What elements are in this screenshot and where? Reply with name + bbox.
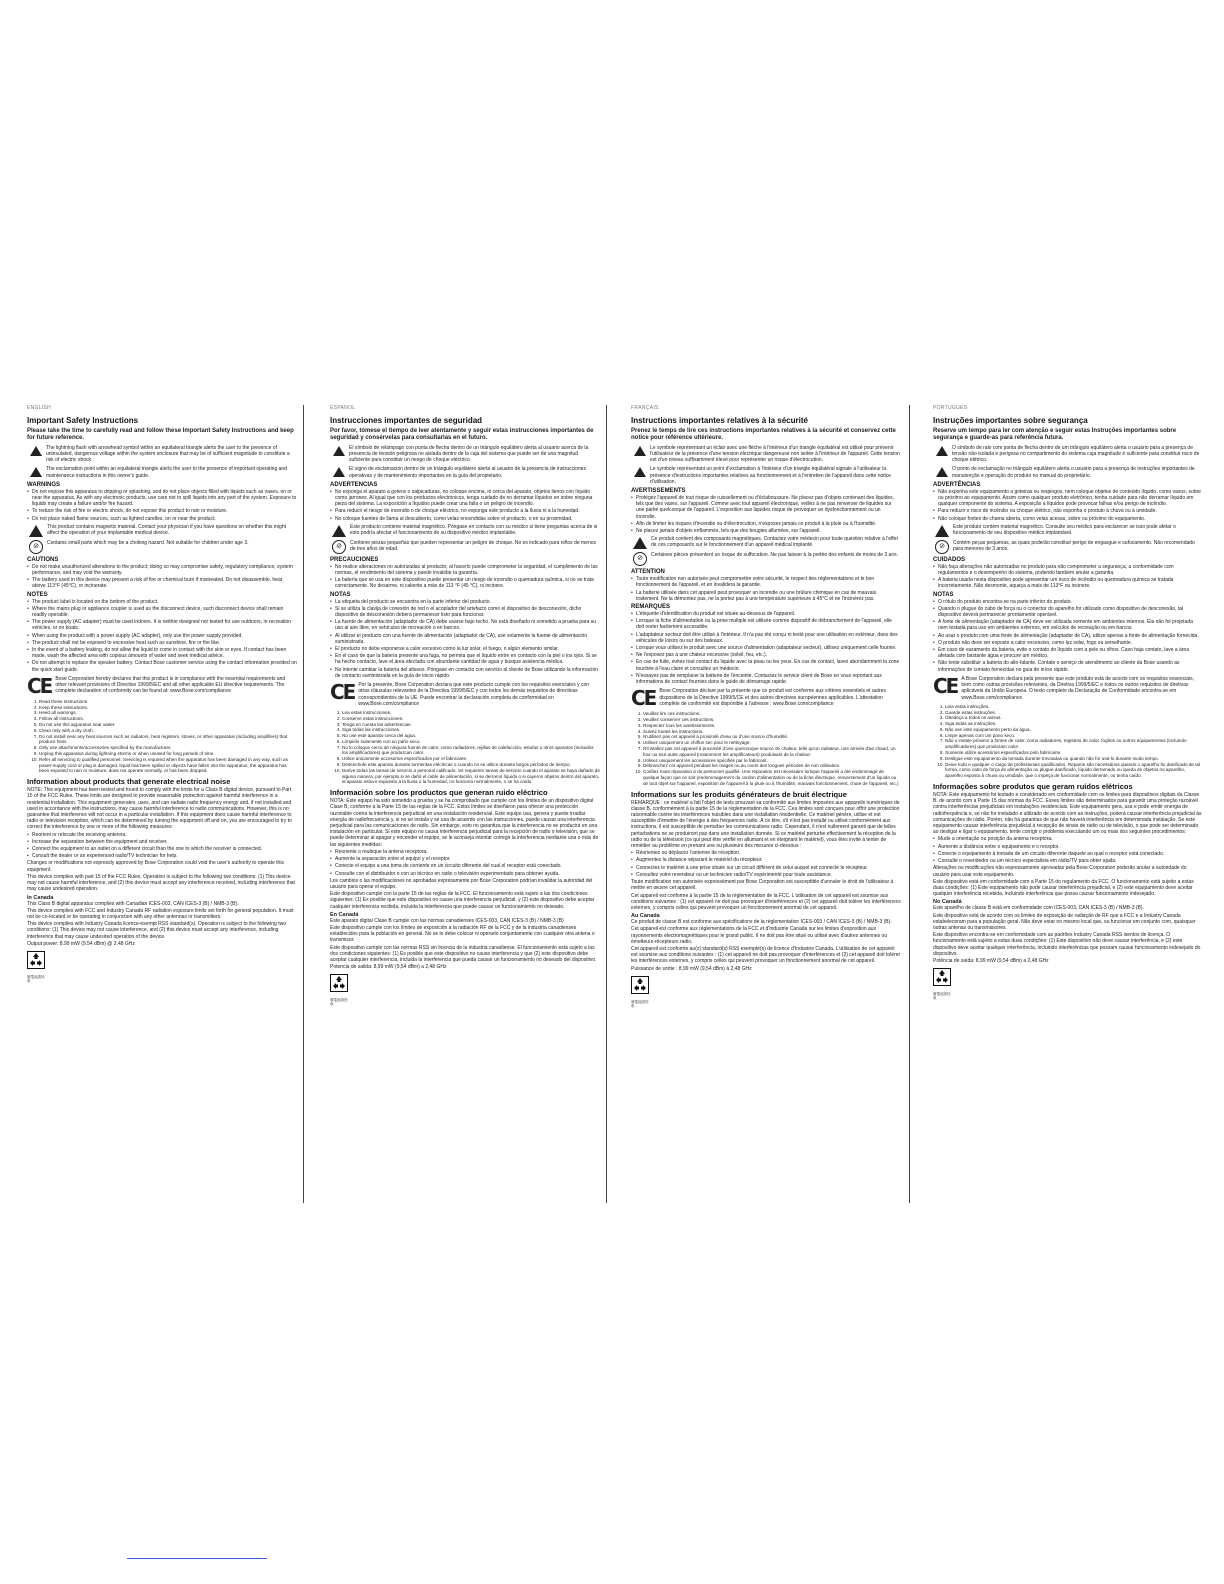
note-item: • Lorsque la fiche d'alimentation ou la prise multiple est utilisée comme dispositif de débranchement de l'appareil, elle doit rester facilement accessible. [631, 618, 901, 630]
section-title: Important Safety Instructions [27, 416, 139, 425]
instruction-item: 9. Unplug this apparatus during lightning storms or when unused for long periods of time. [39, 751, 297, 757]
magnet-notice-row [631, 536, 901, 549]
note-item: • Si se utiliza la clavija de conexión de red o el acoplador del artefacto como el dispositivo de desconexión, dicho dispositivo de desconexión deberá permanecer listo para funcionar. [330, 606, 600, 618]
instruction-item: 2. Veuillez conserver ces instructions. [643, 717, 901, 723]
battery-recycle-icon [27, 951, 45, 969]
note-item: • Al utilizar el producto con una fuente de alimentación (adaptador de CA), use solamente la fuente de alimentación suministrada. [330, 633, 600, 645]
note-item: • The power supply (AC adapter) must be used indoors. It is neither designed nor tested for use outdoors, in recreation vehicles, or on boats. [27, 619, 297, 631]
magnet-notice-row [933, 524, 1203, 537]
canada-paragraph: Este aparelho de classe B está em conformidade com ICES-003, CAN ICES-3 (B) / NMB-3 (B). [933, 905, 1144, 912]
ce-declaration [27, 673, 297, 698]
canada-paragraph: Este dispositivo cumple con los límites de exposición a la radiación RF de la FCC y de la industria canadienses establecidos para la población en general. No se lo debe colocar ni operarlo conjuntamente con cualquier otra antena o transmisor. [330, 924, 595, 944]
canada-paragraph: Este dispositivo cumple con las normas RSS sin licencia de la industria canadiense. El funcionamiento está sujeto a las dos condiciones siguientes: (1) Es posible que este dispositivo no cause interferencia y que (2) este dispositivo debe aceptar cualquier interferencia, incluida la interferencia que pueda causar un funcionamiento no deseado del dispositivo. [330, 944, 597, 963]
note-item: • Em caso de vazamento da bateria, evite o contato do líquido com a pele ou olhos. Caso haja contato, lave a área afetada com bastante água e procure um médico. [933, 647, 1203, 659]
section-title: Instruções importantes sobre segurança [933, 416, 1088, 425]
note-item: • The product shall not be exposed to excessive heat such as sunshine, fire or the like. [27, 640, 297, 646]
caution-item: • La batería que se usa en este dispositivo puede presentar un riesgo de incendio o quemadura química, si no se trata correctamente. No desarme, ni caliente a más de 113 °F (45 °C), ni incinere. [330, 577, 600, 589]
language-column [330, 405, 600, 1203]
caution-item-list [631, 576, 901, 602]
lightning-triangle-icon [30, 446, 42, 456]
canada-paragraph: Este aparato digital Clase B cumple con las normas canadienses ICES-003, CAN ICES-3 (B) / NMB-3 (B) [330, 917, 564, 924]
instruction-item: 1. Veuillez lire ces instructions. [643, 711, 901, 717]
language-label: PORTUGUÊS [933, 405, 968, 411]
canada-heading: No Canadá [933, 899, 962, 906]
canada-paragraph: Cet appareil est conforme aux réglementations de la FCC et d'Industrie Canada sur les limites d'exposition aux rayonnements électromagnétiques pour le grand public. Il ne doit pas être situé ou utilisé avec d'autres antennes ou émetteurs-récepteurs radio. [631, 926, 888, 945]
recycle-block [933, 968, 951, 1000]
exclamation-warning: O ponto de exclamação no triângulo equilátero alerta o usuário para a presença de instruções importantes de manutenção e operação do produto no manual do proprietário. [952, 466, 1195, 479]
instruction-item: 6. Limpe apenas com um pano seco. [945, 733, 1203, 739]
warnings-heading: AVERTISSEMENTS [631, 488, 686, 495]
note-item: • Não tente substituir a bateria do alto-falante. Contate o serviço de atendimento ao cliente da Bose usando as informações de contato fornecidas no guia de início rápido. [933, 660, 1203, 672]
canada-heading: Au Canada [631, 913, 660, 920]
choking-notice: Contiene piezas pequeñas que pueden representar un peligro de choque. No es indicado para niños de menos de tres años de edad. [350, 539, 597, 553]
language-label: FRANÇAIS [631, 405, 659, 411]
note-item: • No intente cambiar la batería del altavoz. Póngase en contacto con servicio al cliente de Bose utilizando la información de contacto suministrada en la guía de inicio rápido. [330, 667, 600, 679]
section-title: Instrucciones importantes de seguridad [330, 416, 483, 425]
no-children-icon: ⊘ [633, 552, 647, 566]
instruction-item: 1. Lea estas instrucciones. [342, 710, 600, 716]
warning-item: • Do not place naked flame sources, such as lighted candles, on or near the product. [27, 516, 297, 522]
fcc-measure: • Reoriente o reubique la antena receptora. [330, 849, 600, 855]
ce-text: Por la presente, Bose Corporation declara que este producto cumple con los requisitos esenciales y con otras cláusulas relevantes de la Directiva 1999/5/EC y con todos los demás requisitos de directivas correspondientes de la UE. Puede encontrar la declaración completa de conformidad en www.Bose.com/compliance [358, 682, 590, 707]
instruction-item: 9. Débranchez cet appareil pendant les orages ou au cours des longues périodes de non utilisation. [643, 763, 901, 769]
warning-item: • To reduce the risk of fire or electric shock, do not expose this product to rain or moisture. [27, 508, 297, 514]
fcc-measure: • Conecte o equipamento à tomada de um circuito diferente daquele ao qual o receptor está conectado. [933, 851, 1203, 857]
recycle-block [330, 974, 348, 1006]
intro-text: Reserve um tempo para ler com atenção e seguir estas Instruções importantes sobre segurança e guarde-as para referência futura. [933, 428, 1177, 442]
fcc-measure: • Connectez le matériel à une prise située sur un circuit différent de celui auquel est connecté le récepteur. [631, 865, 901, 871]
instruction-item: 6. Clean only with a dry cloth. [39, 728, 297, 734]
fcc-paragraph: Los cambios o las modificaciones no aprobadas expresamente por Bose Corporation podrían invalidar la autoridad del usuario para operar el equipo. [330, 877, 593, 890]
warning-item: • Protégez l'appareil de tout risque de ruissellement ou d'éclaboussure. Ne placez pas d'objets contenant des liquides, tels que des vases, sur l'appareil. Comme avec tout appareil électronique, veillez à ne pas renverser de liquides sur une partie quelconque de l'appareil. L'exposition aux liquides risque de provoquer un dysfonctionnement ou un incendie. [631, 495, 901, 520]
caution-item-list [933, 564, 1203, 590]
warnings-heading: ADVERTÊNCIAS [933, 481, 981, 488]
note-item-list [27, 599, 297, 673]
note-item: • L'adaptateur secteur doit être utilisé à l'intérieur. Il n'a pas été conçu ni testé pour une utilisation en extérieur, dans des véhicules de loisirs ou sur des bateaux. [631, 632, 901, 644]
exclamation-triangle-icon [936, 467, 948, 477]
instruction-item-list [27, 699, 297, 774]
ce-declaration [631, 686, 901, 711]
language-column [27, 405, 297, 1203]
instruction-item: 6. Límpielo solamente con un paño seco. [342, 739, 600, 745]
warning-item: • Afin de limiter les risques d'incendie ou d'électrocution, n'exposez jamais ce produit à la pluie ou à l'humidité. [631, 521, 901, 527]
bottom-rule [127, 1558, 267, 1559]
no-children-icon: ⊘ [332, 540, 346, 554]
fcc-measure: • Aumente la separación entre el equipo y el receptor. [330, 856, 600, 862]
magnet-notice: Este produto contém material magnético. Consulte seu médico para esclarecer se isso pode afetar o funcionamento de seu dispositivo médico implantável. [953, 523, 1176, 537]
caution-item-list [27, 564, 297, 590]
fcc-measure-list [631, 850, 901, 878]
note-item: • Where the mains plug or appliance coupler is used as the disconnect device, such disconnect device shall remain readily operable. [27, 606, 297, 618]
instruction-item: 2. Conserve estas instrucciones. [342, 716, 600, 722]
fcc-paragraph: Toute modification non autorisée expressément par Bose Corporation est susceptible d'annuler le droit de l'utilisateur à mettre en œuvre cet appareil. [631, 879, 894, 892]
canada-heading: In Canada [27, 894, 54, 901]
fcc-measure: • Réorientez ou déplacez l'antenne de réception. [631, 850, 901, 856]
notes-heading: NOTAS [933, 591, 954, 598]
fcc-measure: • Conecte el equipo a una toma de corriente en un circuito diferente del cual el receptor está conectado. [330, 863, 600, 869]
intro-text: Por favor, tómese el tiempo de leer atentamente y seguir estas instrucciones importantes de seguridad y consérvelas para consultarlas en el futuro. [330, 428, 594, 442]
canada-paragraph: Este dispositivo encontra-se em conformidade com as padrões Industry Canada RSS isentos de licença. O funcionamento está sujeito a estas duas condições: (1) Este dispositivo não deve causar interferência, e (2) este dispositivo deve aceitar qualquer interferência, incluindo interferências que possam causar funcionamento indesejado do dispositivo. [933, 932, 1201, 957]
note-item-list [631, 611, 901, 685]
note-item: • L'étiquette d'identification du produit est située au-dessous de l'appareil. [631, 611, 901, 617]
note-item: • N'essayez pas de remplacer la batterie de l'enceinte. Contactez le service client de Bose en vous reportant aux informations de contact fournies dans le guide de démarrage rapide. [631, 673, 901, 685]
fcc-paragraph: NOTA: Este equipo ha sido sometido a prueba y se ha comprobado que cumple con los límites de un dispositivo digital Clase B, conforme a la Parte 15 de las reglas de la FCC. Estos límites se diseñaron para ofrecer una protección razonable contra la interferencia perjudicial en una instalación residencial. Este equipo usa, genera y puede irradiar energía de radiofrecuencia y, si no se instala y se usa de acuerdo con las instrucciones, puede causar una interferencia perjudicial para las comunicaciones de radio. Sin embargo, esto no garantiza que la interferencia no se producirá en una instalación en particular. Si este equipo no causa interferencia perjudicial para la recepción de radio o televisión, que se puede determinar al apagar y encender el equipo, se le aconseja intentar corregir la interferencia mediante una o más de las siguientes medidas: [330, 798, 599, 848]
language-column [631, 405, 901, 1203]
choking-notice: Contains small parts which may be a choking hazard. Not suitable for children under age 3. [47, 539, 249, 546]
choking-notice-row [27, 540, 297, 554]
canada-paragraph: Cet appareil est conforme au(x) standard(s) RSS exempté(s) de licence d'Industrie Canada. L'utilisation de cet appareil est soumise aux conditions suivantes : (1) cet appareil ne doit pas provoquer d'interférences et (2) cet appareil doit tolérer les interférences externes, y compris celles qui peuvent provoquer un fonctionnement anormal de cet appareil. [631, 945, 901, 965]
warning-item-list [27, 489, 297, 522]
canada-paragraph: Potencia de salida: 8,99 mW (9,54 dBm) a 2,48 GHz [330, 964, 447, 971]
lightning-warning: The lightning flash with arrowhead symbol within an equilateral triangle alerts the user to the presence of uninsulated, dangerous voltage within the system enclosure that may be of sufficient magnitude to constitute a risk of electric shock. [46, 444, 290, 464]
fcc-paragraph: Alterações ou modificações não expressamente aprovadas pela Bose Corporation poderão anular a autoridade do usuário para usar este equipamento. [933, 865, 1187, 878]
instruction-item-list [330, 710, 600, 785]
caution-item: • The battery used in this device may present a risk of fire or chemical burn if mistreated. Do not disassemble, heat above 113°F (45°C), or incinerate. [27, 577, 297, 589]
lightning-warning-row [27, 445, 297, 464]
magnet-notice-row [27, 524, 297, 537]
canada-paragraph: Este dispositivo está de acordo com os limites de exposição de radiação de RF que a FCC e a Industry Canada estabeleceram para a população geral. Não deve estar no mesmo local que, ou funcionar em conjunto com, quaisquer outras antenas ou transmissores. [933, 912, 1196, 931]
ce-mark-icon: CE [330, 680, 355, 705]
warning-item-list [933, 489, 1203, 522]
battery-recycle-icon [933, 968, 951, 986]
choking-notice-row [330, 540, 600, 554]
ce-text: A Bose Corporation declara pela presente que este produto está de acordo com os requisitos essenciais, bem como outras provisões relevantes, da Diretiva 1999/5/EC e todos os outros requisitos de diretivas aplicáveis da União Europeia. O texto completo da Declaração de Conformidade encontra-se em www.Bose.com/compliance [961, 675, 1194, 701]
instruction-item: 1. Read these instructions. [39, 699, 297, 705]
fcc-paragraph: Este dispositivo está em conformidade com a Parte 15 do regulamento da FCC. O funcionamento está sujeito a estas duas condições: (1) Este equipamento não pode causar interferência prejudicial, e (2) este equipamento deve aceitar qualquer interferência recebida, incluindo interferência que possa causar funcionamento indesejado. [933, 878, 1194, 898]
no-children-icon: ⊘ [935, 540, 949, 554]
ce-mark-icon: CE [631, 686, 656, 711]
caution-item: • Do not make unauthorized alterations to the product; doing so may compromise safety, regulatory compliance, system performance, and may void the warranty. [27, 564, 297, 576]
magnet-warning-icon [29, 525, 43, 537]
caution-item: • Toute modification non autorisée peut compromettre votre sécurité, le respect des réglementations et le bon fonctionnement de l'appareil, et en invalidera la garantie. [631, 576, 901, 588]
instruction-item: 8. Utilisez uniquement les accessoires spécifiés par le fabricant. [643, 758, 901, 764]
magnet-notice: Ce produit contient des composants magnétiques. Contactez votre médecin pour toute question relative à l'effet de ces composants sur le fonctionnement d'un appareil médical implanté. [651, 536, 898, 549]
notes-heading: NOTES [27, 591, 48, 598]
note-item: • Do not attempt to replace the speaker battery. Contact Bose customer service using the contact information provided on the quick start guide. [27, 660, 297, 672]
cautions-heading: PRECAUCIONES [330, 556, 379, 563]
fcc-paragraph: NOTA: Este equipamento foi testado e considerado em conformidade com os limites para dispositivos digitais da Classe B, de acordo com a Parte 15 das normas da FCC. Esses limites são determinados para garantir uma proteção razoável contra interferências prejudiciais em instalações residenciais. Este equipamento gera, usa e pode emitir energia de radiofrequência e, se não for instalado e utilizado de acordo com as instruções, poderá causar interferência prejudicial às comunicações de rádio. Porém, não há garantias de que não haverá interferência em determinada instalação. Se este equipamento causar interferência prejudicial à recepção de sinais de rádio ou de televisão, o que pode ser determinado ao desligar e ligar o equipamento, tente corrigir o problema executando um ou mais dos seguintes procedimentos: [933, 792, 1202, 836]
caution-item: • Não faça alterações não autorizadas no produto para não comprometer a segurança, a conformidade com regulamentos e o desempenho do sistema, podendo também anular a garantia. [933, 564, 1203, 576]
instruction-item: 9. Desenchufe este aparato durante tormentas eléctricas o cuando no se utilice durante largos períodos de tiempo. [342, 762, 600, 768]
language-column [933, 405, 1203, 1203]
instruction-item: 7. No lo coloque cerca de ninguna fuente de calor, como radiadores, rejillas de calefacción, estufas u otros aparatos (incluidos los amplificadores) que produzcan calor. [342, 745, 600, 757]
fcc-measure: • Reorient or relocate the receiving antenna. [27, 832, 297, 838]
fcc-measure: • Consultez votre revendeur ou un technicien radio/TV expérimenté pour toute assistance. [631, 872, 901, 878]
exclamation-warning-row [330, 466, 600, 478]
instruction-item: 7. Do not install near any heat sources such as radiators, heat registers, stoves, or other apparatus (including amplifiers) that produce heat. [39, 734, 297, 746]
section-title: Instructions importantes relatives à la sécurité [631, 416, 808, 425]
instruction-item: 8. Somente utilize acessórios especificados pelo fabricante. [945, 750, 1203, 756]
cautions-heading: ATTENTION [631, 569, 665, 576]
caution-item: • A bateria usada nesta dispositivo pode apresentar um risco de incêndio ou queimadura química se tratada incorretamente. Não desmonte, aqueça a mais de 113°F ou incinere. [933, 577, 1203, 589]
note-item: • When using the product with a power supply (AC adapter), only use the power supply provided. [27, 633, 297, 639]
instruction-item: 10. Refer all servicing to qualified personnel. Servicing is required when the apparatus has been damaged in any way, such as power-supply cord or plug is damaged, liquid has been spilled or objects have fallen into the apparatus, the apparatus has been exposed to rain or moisture, does not operate normally, or has been dropped. [39, 757, 297, 774]
fcc-paragraph: REMARQUE : ce matériel a fait l'objet de tests prouvant sa conformité aux limites imposées aux appareils numériques de classe B, conformément à la partie 15 de la réglementation de la FCC. Ces limites sont conçues pour offrir une protection raisonnable contre les interférences nuisibles dans une installation résidentielle. Ce matériel génère, utilise et est susceptible d'émettre de l'énergie à des fréquences radio. À ce titre, s'il n'est pas installé ou utilisé conformément aux instructions, il est susceptible de perturber les communications radio. Cependant, il n'est nullement garanti que de telles perturbations ne se produiront pas dans une installation donnée. Si ce matériel perturbe effectivement la réception de la radio ou de la télévision (ce qui peut être vérifié en allumant et en éteignant le matériel), vous êtes invité à tenter de remédier au problème en prenant une ou plusieurs des mesures ci-dessous : [631, 799, 900, 850]
instruction-item: 6. Utilisez uniquement un chiffon sec pour le nettoyage. [643, 740, 901, 746]
instruction-item: 10. Derive todas las tareas de servicio a personal calificado. Se requieren tareas de servicio cuando el aparato se haya dañado de alguna manera, por ejemplo si se dañó el cable de alimentación, si se derramó líquido o si cayeron objetos dentro del aparato, el aparato estuvo expuesto a la lluvia o la humedad, no funciona normalmente, o se ha caído. [342, 768, 600, 785]
magnet-notice: Este producto contiene material magnético. Póngase en contacto con su médico si tiene preguntas acerca de si esto podría afectar el funcionamiento de su dispositivo médico implantable. [350, 523, 598, 537]
column-separator [909, 405, 910, 1203]
magnet-warning-icon [935, 525, 949, 537]
ce-text: Bose Corporation déclare par la présente que ce produit est conforme aux critères essentiels et autres dispositions de la Directive 1999/5/CE et des autres directives européennes applicables. L'attestation complète de conformité est disponible à l'adresse : www.Bose.com/compliance [659, 688, 886, 707]
choking-notice-row [933, 540, 1203, 554]
fcc-heading: Informações sobre produtos que geram ruídos elétricos [933, 782, 1133, 792]
instruction-item: 2. Guarde estas instruções. [945, 710, 1203, 716]
warning-item-list [330, 489, 600, 522]
fcc-measure-list [933, 836, 1203, 864]
canada-paragraph: Potência de saída: 8,99 mW (9,54 dBm) a 2,48 GHz [933, 957, 1049, 964]
note-item: • En el caso de que la batería presente una fuga, no permita que el líquido entre en contacto con la piel o los ojos. Si se ha hecho contacto, lave el área afectada con abundante cantidad de agua y busque asistencia médica. [330, 653, 600, 665]
warning-item: • Para reducir el riesgo de incendio o de choque eléctrico, no exponga este producto a la lluvia ni a la humedad. [330, 508, 600, 514]
cautions-heading: CAUTIONS [27, 556, 59, 563]
instruction-item: 2. Keep these instructions. [39, 705, 297, 711]
note-item: • Quando o plugue do cabo de força ou o conector do aparelho for utilizado como dispositivo de desconexão, tal dispositivo deverá permanecer prontamente operável. [933, 606, 1203, 618]
note-item: • En cas de fuite, évitez tout contact du liquide avec la peau ou les yeux. En cas de contact, lavez abondamment la zone touchée à l'eau claire et consultez un médecin. [631, 659, 901, 671]
ce-mark-icon: CE [933, 673, 958, 698]
note-item: • Lorsque vous utilisez le produit avec une source d'alimentation (adaptateur secteur), utilisez uniquement celle fournie. [631, 645, 901, 651]
cautions-heading: CUIDADOS [933, 556, 966, 563]
fcc-measure: • Augmentez la distance séparant le matériel du récepteur. [631, 857, 901, 863]
canada-paragraph: This device complies with FCC and Industry Canada RF radiation exposure limits set forth for general population. It must not be co-located or be operating in conjunction with any other antennas or transmitters. [27, 907, 294, 920]
instruction-item: 1. Leia estas instruções. [945, 704, 1203, 710]
column-separator [303, 405, 304, 1203]
note-item: • A fonte de alimentação (adaptador de CA) deve ser utilizada somente em ambientes internos. Ela não foi projetada nem testada para uso em ambientes externos, em veículos de recreação ou em barcos. [933, 619, 1203, 631]
note-item-list [330, 599, 600, 679]
fcc-heading: Informations sur les produits générateurs de bruit électrique [631, 789, 847, 799]
ce-text: Bose Corporation hereby declares that this product is in compliance with the essential requirements and other relevant provisions of Directive 1999/5/EC and all other applicable EU directive requirements. The complete declaration of conformity can be found at: www.Bose.com/compliance [55, 675, 286, 695]
exclamation-triangle-icon [333, 467, 345, 477]
lightning-warning-row [933, 445, 1203, 464]
warning-item: • Não exponha este equipamento a goteiras ou respingos, nem coloque objetos de conteúdo líquido, como vasos, sobre ou próximo ao equipamento. Assim como qualquer produto eletrônico, tenha cuidado para não derramar líquido em qualquer componente do sistema. A exposição a líquidos pode provocar falhas e/ou perigo de incêndio. [933, 489, 1203, 508]
magnet-warning-icon [332, 525, 346, 537]
fcc-measure: • Mude a orientação ou posição da antena receptora. [933, 836, 1203, 842]
note-item: • In the event of a battery leaking, do not allow the liquid to come in contact with the skin or eyes. If contact has been made, wash the affected area with copious amounts of water and seek medical advice. [27, 647, 297, 659]
notes-heading: NOTAS [330, 591, 351, 598]
recycle-caption: 廢電池請回收 [27, 974, 45, 983]
recycle-caption: 廢電池請回收 [631, 999, 649, 1008]
fcc-paragraph: Este dispositivo cumple con la parte 15 de las reglas de la FCC. El funcionamiento está sujeto a las dos condiciones siguientes: (1) Es posible que este dispositivo no cause una interferencia perjudicial, y (2) este dispositivo debe aceptar cualquier interferencia recibida, incluida la interferencia que puede causar un funcionamiento no deseado. [330, 891, 595, 910]
fcc-measure: • Consulte o revendedor ou um técnico especialista em rádio/TV para obter ajuda. [933, 858, 1203, 864]
warning-item: • Ne placez jamais d'objets enflammés, tels que des bougies allumées, sur l'appareil. [631, 528, 901, 534]
fcc-paragraph: Cet appareil est conforme à la partie 15 de la réglementation de la FCC. L'utilisation de cet appareil est soumise aux conditions suivantes : (1) cet appareil ne doit pas provoquer d'interférences et (2) cet appareil doit tolérer les interférences externes, y compris celles qui peuvent provoquer un fonctionnement anormal de cet appareil. [631, 892, 901, 911]
warning-item: • No coloque fuentes de llama al descubierto, como velas encendidas sobre el producto, o en su proximidad. [330, 516, 600, 522]
lightning-warning-row [631, 445, 901, 464]
no-children-icon: ⊘ [29, 540, 43, 554]
canada-heading: En Canadá [330, 911, 359, 918]
instruction-item: 5. Não use este equipamento perto da água. [945, 727, 1203, 733]
column-separator [606, 405, 607, 1203]
instruction-item: 7. N'installez pas cet appareil à proximité d'une quelconque source de chaleur, telle qu'un radiateur, une arrivée d'air chaud, un four ou tout autre appareil (notamment les amplificateurs) produisant de la chaleur. [643, 746, 901, 758]
fcc-paragraph: This device complies with part 15 of the FCC Rules. Operation is subject to the following two conditions: (1) This device may not cause harmful interference, and (2) this device must accept any interference received, including interference that may cause undesired operation. [27, 873, 295, 893]
caution-item: • La batterie utilisée dans cet appareil peut provoquer un incendie ou une brûlure chimique en cas de mauvais traitement. Ne la démontez pas, ne la portez pas à une température supérieure à 45°C et ne l'incinérez pas. [631, 590, 901, 602]
intro-text: Prenez le temps de lire ces instructions importantes relatives à la sécurité et conservez cette notice pour référence ultérieure. [631, 428, 896, 442]
lightning-warning: Le symbole représentant un éclair avec une flèche à l'intérieur d'un triangle équilatéral est utilisé pour prévenir l'utilisateur de la présence d'une tension électrique dangereuse non isolée à l'intérieur de l'appareil. Cette tension est d'un niveau suffisamment élevé pour représenter un risque d'électrocution. [650, 444, 900, 464]
note-item: • La fuente de alimentación (adaptador de CA) debe usarse bajo techo. No está diseñado ni sometido a prueba para su uso al aire libre, en vehículos de recreación o en barcos. [330, 619, 600, 631]
intro-text: Please take the time to carefully read and follow these Important Safety Instructions and keep for future reference. [27, 428, 294, 442]
exclamation-warning: El signo de exclamación dentro de un triángulo equilátero alerta al usuario de la presencia de instrucciones operativas y de mantenimiento importantes en la guía del propietario. [349, 466, 587, 479]
lightning-triangle-icon [333, 446, 345, 456]
note-item-list [933, 599, 1203, 673]
note-item: • Ao usar o produto com uma fonte de alimentação (adaptador de CA), utilize apenas a fonte de alimentação fornecida. [933, 633, 1203, 639]
battery-recycle-icon [631, 976, 649, 994]
fcc-heading: Information about products that generate electrical noise [27, 777, 231, 787]
exclamation-warning-row [27, 466, 297, 478]
magnet-notice-row [330, 524, 600, 537]
choking-notice: Contém peças pequenas, as quais poderão constituir perigo de engasgue e sufocamento. Não recomendado para menores de 3 anos. [953, 539, 1195, 553]
canada-paragraph: Ce produit de classe B est conforme aux spécifications de la réglementation ICES-003 / CAN ICES-3 (B) / NMB-3 (B). [631, 919, 892, 926]
choking-notice: Certaines pièces présentent un risque de suffocation. Ne pas laisser à la portée des enfants de moins de 3 ans. [651, 552, 899, 559]
magnet-notice: This product contains magnetic material. Contact your physician if you have questions on whether this might affect the operation of your implantable medical device. [47, 523, 287, 537]
fcc-measure: • Increase the separation between the equipment and receiver. [27, 839, 297, 845]
magnet-warning-icon [633, 537, 647, 549]
caution-item-list [330, 564, 600, 590]
note-item: • O produto não deve ser exposto a calor excessivo, como luz solar, fogo ou semelhante. [933, 640, 1203, 646]
ce-declaration [330, 682, 600, 707]
note-item: • The product label is located on the bottom of the product. [27, 599, 297, 605]
exclamation-triangle-icon [634, 467, 646, 477]
canada-paragraph: Puissance de sortie : 8,99 mW (9,54 dBm) à 2,48 GHz [631, 965, 752, 972]
canada-paragraph: This device complies with Industry Canada licence-exempt RSS standard(s). Operation is subject to the following two conditions: (1) This device may not cause interference, and (2) this device must accept any interference, including interference that may cause undesired operation of the device. [27, 921, 287, 940]
lightning-triangle-icon [634, 446, 646, 456]
instruction-item: 3. Tenga en cuenta las advertencias. [342, 722, 600, 728]
instruction-item: 5. N'utilisez pas cet appareil à proximité d'eau ou d'une source d'humidité. [643, 734, 901, 740]
exclamation-triangle-icon [30, 467, 42, 477]
recycle-block [631, 976, 649, 1008]
instruction-item: 4. Siga todas las instrucciones. [342, 727, 600, 733]
canada-paragraph: This Class B digital apparatus complies with Canadian ICES-003, CAN ICES-3 (B) / NMB-3 (B). [27, 900, 239, 907]
instruction-item: 5. Do not use this apparatus near water. [39, 722, 297, 728]
lightning-warning: O símbolo de raio com ponta de flecha dentro de um triângulo equilátero alerta o usuário para a presença de tensão não isolada e perigosa no compartimento do sistema cuja magnitude é suficiente para constituir risco de choque elétrico. [952, 444, 1200, 464]
recycle-caption: 廢電池請回收 [330, 998, 348, 1007]
instruction-item: 4. Follow all instructions. [39, 716, 297, 722]
instruction-item: 3. Obedeça a todos os avisos. [945, 715, 1203, 721]
note-item: • Ne l'exposez pas à une chaleur excessive (soleil, feu, etc.). [631, 652, 901, 658]
warning-item-list [631, 495, 901, 534]
fcc-heading: Información sobre los productos que generan ruido eléctrico [330, 788, 548, 798]
warning-item: • No exponga el aparato a goteos o salpicaduras, no coloque encima, ni cerca del aparato, objetos llenos con líquido como jarrones. Al igual que con los productos electrónicos, tenga cuidado de no derramar líquidos en sobre ninguna pieza del sistema. La exposición a líquidos puede crear una falla o un peligro de incendio. [330, 489, 600, 508]
fcc-measure: • Consulte con el distribuidor o con un técnico en radio o televisión experimentado para obtener ayuda. [330, 871, 600, 877]
warnings-heading: ADVERTENCIAS [330, 481, 378, 488]
instruction-item: 5. No use este aparato cerca del agua. [342, 733, 600, 739]
recycle-block [27, 951, 45, 983]
caution-item: • No realice alteraciones no autorizadas al producto; al hacerlo puede comprometer la seguridad, el cumplimiento de las normas, el rendimiento del sistema y puede invalidar la garantía. [330, 564, 600, 576]
language-label: ENGLISH [27, 405, 52, 411]
instruction-item: 8. Utilice únicamente accesorios especificados por el fabricante. [342, 756, 600, 762]
exclamation-warning-row [933, 466, 1203, 478]
instruction-item: 7. Não o instale próximo a fontes de calor, como radiadores, registros de calor, fogões ou outros equipamentos (incluindo amplificadores) que produzam calor. [945, 738, 1203, 750]
fcc-measure: • Aumente a distância entre o equipamento e o receptor. [933, 844, 1203, 850]
fcc-measure-list [27, 832, 297, 860]
exclamation-warning: The exclamation point within an equilateral triangle alerts the user to the presence of important operating and maintenance instructions in this owner's guide. [46, 466, 287, 479]
instruction-item: 4. Siga todas as instruções. [945, 721, 1203, 727]
note-item: • La etiqueta del producto se encuentra en la parte inferior del producto. [330, 599, 600, 605]
instruction-item: 3. Respectez tous les avertissements. [643, 723, 901, 729]
lightning-triangle-icon [936, 446, 948, 456]
instruction-item: 3. Heed all warnings. [39, 710, 297, 716]
instruction-item: 10. Confiez toute réparation à du personnel qualifié. Une réparation est nécessaire lorsque l'appareil a été endommagé de quelque façon que ce soit (endommagement du cordon d'alimentation ou de la fiche électrique, renversement d'un liquide ou de tout objet sur l'appareil, exposition de l'appareil à la pluie ou à l'humidité, mauvais fonctionnement, chute de l'appareil, etc.) [643, 769, 901, 786]
ce-mark-icon: CE [27, 673, 52, 698]
choking-notice-row [631, 552, 901, 566]
fcc-measure: • Connect the equipment to an outlet on a different circuit than the one to which the receiver is connected. [27, 846, 297, 852]
warning-item: • Para reduzir o risco de incêndio ou choque elétrico, não exponha o produto à chuva ou à umidade. [933, 508, 1203, 514]
instruction-item: 8. Only use attachments/accessories specified by the manufacturer. [39, 745, 297, 751]
instruction-item: 9. Desligue este equipamento da tomada durante trovoadas ou quando não for usá-lo durante muito tempo. [945, 756, 1203, 762]
notes-heading: REMARQUES [631, 604, 671, 611]
fcc-paragraph: Changes or modifications not expressly approved by Bose Corporation could void the user's authority to operate this equipment. [27, 860, 284, 873]
battery-recycle-icon [330, 974, 348, 992]
note-item: • El producto no debe exponerse a calor excesivo como la luz solar, el fuego, o algún elemento similar. [330, 646, 600, 652]
instruction-item: 10. Deixe todo e qualquer o cargo de profissionais qualificados. Reparos são necessários quando o aparelho foi danificado de tal forma, como cabo de força de alimentação ou plugue danificado, líquido derramado ou queda de objetos no aparelho, aparelho exposto à chuva ou umidade, que o impeça de funcionar normalmente, ou tenha caído. [945, 762, 1203, 779]
instruction-item: 4. Suivez toutes les instructions. [643, 729, 901, 735]
instruction-item-list [631, 711, 901, 786]
fcc-measure: • Consult the dealer or an experienced radio/TV technician for help. [27, 853, 297, 859]
exclamation-warning: Le symbole représentant un point d'exclamation à l'intérieur d'un triangle équilatéral signale à l'utilisateur la présence d'instructions importantes relatives au fonctionnement et à l'entretien de l'appareil dans cette notice d'utilisation. [650, 466, 892, 485]
warning-item: • Não coloque fontes de chama aberta, como velas acesas, sobre ou próximo do equipamento. [933, 516, 1203, 522]
recycle-caption: 廢電池請回收 [933, 992, 951, 1001]
language-label: ESPAÑOL [330, 405, 356, 411]
note-item: • O rótulo do produto encontra-se na parte inferior do produto. [933, 599, 1203, 605]
warning-item: • Do not expose this apparatus to dripping or splashing, and do not place objects filled with liquids such as vases, on or near the apparatus. As with any electronic products, use care not to spill liquids into any part of the system. Exposure to liquids may create a failure and/or fire hazard. [27, 489, 297, 508]
lightning-warning-row [330, 445, 600, 464]
ce-declaration [933, 673, 1203, 701]
canada-paragraph: Output power: 8.99 mW (9.54 dBm) @ 2.48 GHz [27, 940, 135, 947]
warnings-heading: WARNINGS [27, 481, 60, 488]
exclamation-warning-row [631, 466, 901, 485]
instruction-item-list [933, 704, 1203, 779]
fcc-paragraph: NOTE: This equipment has been tested and found to comply with the limits for a Class B digital device, pursuant to Part 15 of the FCC Rules. These limits are designed to provide reasonable protection against harmful interference in a residential installation. This equipment generates, uses, and can radiate radio frequency energy and, if not installed and used in accordance with the instructions, may cause harmful interference to radio communications. However, this is no guarantee that interference will not occur in a particular installation. If this equipment does cause harmful interference to radio or television reception, which can be determined by turning the equipment off and on, you are encouraged to try to correct the interference by one or more of the following measures: [27, 787, 292, 831]
fcc-measure-list [330, 849, 600, 877]
lightning-warning: El símbolo de relámpago con punta de flecha dentro de un triángulo equilátero alerta al usuario acerca de la presencia de tensión peligrosa no aislada dentro de la caja del sistema que puede ser de una magnitud suficiente para constituir un riesgo de choque eléctrico. [349, 444, 589, 464]
